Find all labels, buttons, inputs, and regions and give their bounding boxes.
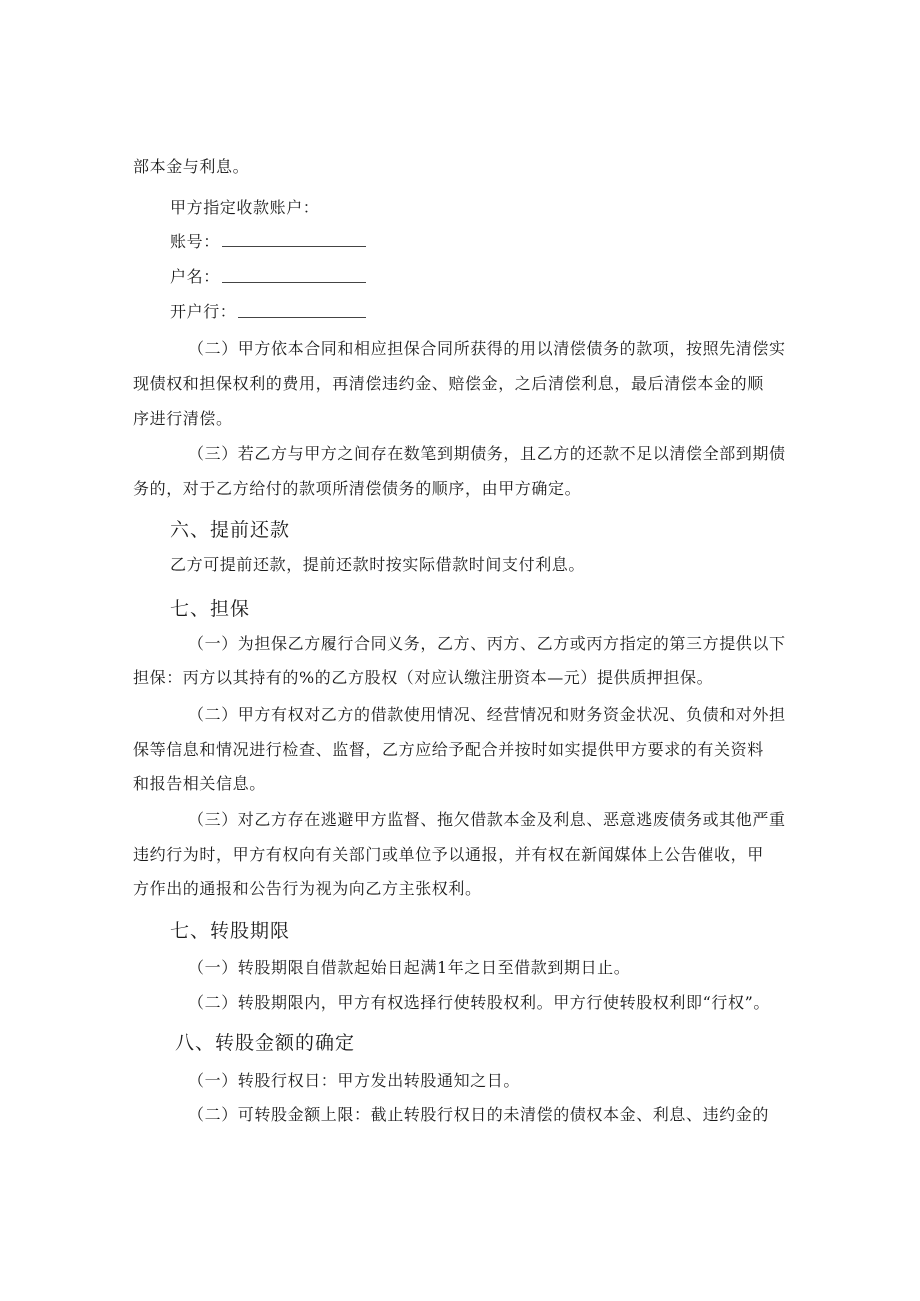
- account-number-blank: [222, 246, 366, 247]
- section7a-item3-line2: 违约行为时，甲方有权向有关部门或单位予以通报，并有权在新闻媒体上公告催收，甲: [133, 845, 764, 864]
- account-name-label: 户名：: [170, 267, 220, 286]
- section7a-heading: 七、担保: [170, 598, 251, 620]
- clause5-item3-line1: （三）若乙方与甲方之间存在数笔到期债务，且乙方的还款不足以清偿全部到期债: [188, 444, 786, 463]
- section8-item2: （二）可转股金额上限：截止转股行权日的未清偿的债权本金、利息、违约金的: [188, 1105, 770, 1124]
- section7a-item1-line1: （一）为担保乙方履行合同义务，乙方、丙方、乙方或丙方指定的第三方提供以下: [188, 634, 786, 653]
- section7a-item2-line3: 和报告相关信息。: [133, 774, 266, 793]
- account-bank-label: 开户行：: [170, 302, 237, 321]
- section7b-item1: （一）转股期限自借款起始日起满1年之日至借款到期日止。: [188, 958, 631, 977]
- section8-heading: 八、转股金额的确定: [175, 1032, 356, 1054]
- intro-text: 部本金与利息。: [133, 157, 250, 176]
- section7a-item3-line3: 方作出的通报和公告行为视为向乙方主张权利。: [133, 879, 482, 898]
- section7a-item1-line2: 担保：丙方以其持有的%的乙方股权（对应认缴注册资本—元）提供质押担保。: [133, 668, 714, 687]
- section8-item1: （一）转股行权日：甲方发出转股通知之日。: [188, 1071, 521, 1090]
- clause5-item2-line3: 序进行清偿。: [133, 409, 233, 428]
- account-number-label: 账号：: [170, 232, 220, 251]
- account-name-blank: [222, 282, 366, 283]
- section6-heading: 六、提前还款: [170, 519, 291, 541]
- account-bank-blank: [238, 317, 366, 318]
- section7b-item2: （二）转股期限内，甲方有权选择行使转股权利。甲方行使转股权利即“行权”。: [188, 993, 770, 1012]
- section6-body: 乙方可提前还款，提前还款时按实际借款时间支付利息。: [170, 555, 586, 574]
- section7a-item2-line1: （二）甲方有权对乙方的借款使用情况、经营情况和财务资金状况、负债和对外担: [188, 705, 786, 724]
- clause5-item2-line1: （二）甲方依本合同和相应担保合同所获得的用以清偿债务的款项，按照先清偿实: [188, 339, 786, 358]
- clause5-item2-line2: 现债权和担保权利的费用，再清偿违约金、赔偿金，之后清偿利息，最后清偿本金的顺: [133, 374, 764, 393]
- clause5-item3-line2: 务的，对于乙方给付的款项所清偿债务的顺序，由甲方确定。: [133, 479, 582, 498]
- section7b-heading: 七、转股期限: [170, 920, 291, 942]
- section7a-item3-line1: （三）对乙方存在逃避甲方监督、拖欠借款本金及利息、恶意逃废债务或其他严重: [188, 810, 786, 829]
- section7a-item2-line2: 保等信息和情况进行检查、监督，乙方应给予配合并按时如实提供甲方要求的有关资料: [133, 740, 764, 759]
- account-title: 甲方指定收款账户：: [170, 198, 320, 217]
